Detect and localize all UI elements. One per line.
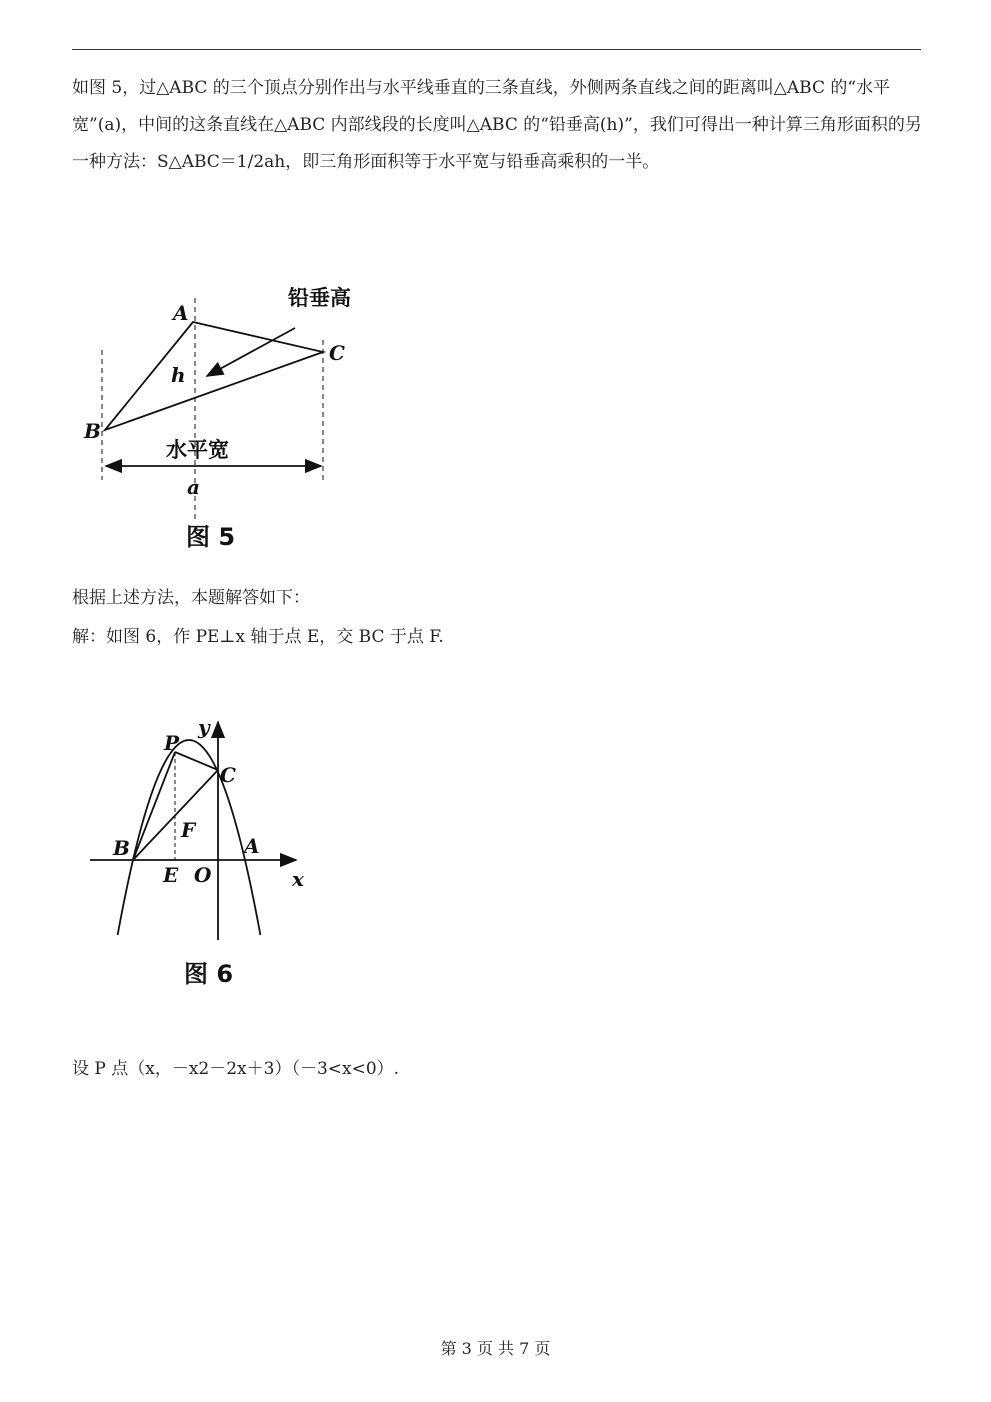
figure-5: [83, 286, 351, 551]
label-b-vertex: B: [84, 419, 101, 443]
intro-paragraph: 如图 5，过△ABC 的三个顶点分别作出与水平线垂直的三条直线，外侧两条直线之间的距离叫△ABC 的“水平宽”(a)，中间的这条直线在△ABC 内部线段的长度叫△ABC 的“铅垂高(h)”，我们可得出一种计算三角形面积的另一种方法：S△ABC＝1/2ah，即三角形面积等于水平宽与铅垂高乘积的一半。: [72, 78, 922, 172]
figure-5-caption: 图 5: [186, 523, 236, 551]
label-p: P: [164, 731, 180, 755]
page-footer: 第 3 页 共 7 页: [440, 1339, 551, 1358]
label-o: O: [194, 863, 212, 887]
method-intro: 根据上述方法，本题解答如下：: [72, 588, 310, 608]
solution-step: 解：如图 6，作 PE⊥x 轴于点 E，交 BC 于点 F.: [72, 627, 444, 647]
label-e: E: [163, 863, 179, 887]
segment-bp: [133, 752, 175, 860]
label-a-width: a: [187, 475, 200, 499]
label-y-axis: y: [198, 715, 210, 739]
label-h: h: [171, 363, 186, 387]
triangle-abc: [105, 322, 323, 430]
label-a-vertex: A: [173, 301, 189, 325]
figure-6: [90, 715, 305, 988]
label-c-vertex: C: [329, 341, 345, 365]
label-horizontal-width: 水平宽: [166, 438, 229, 462]
label-c: C: [220, 763, 236, 787]
figure-6-caption: 图 6: [184, 960, 234, 988]
label-b: B: [113, 836, 130, 860]
label-f: F: [181, 818, 196, 842]
label-vertical-height: 铅垂高: [288, 286, 351, 310]
label-a: A: [244, 834, 260, 858]
point-p-definition: 设 P 点（x，－x2－2x＋3）（－3<x<0）.: [72, 1059, 400, 1079]
label-x-axis: x: [292, 867, 304, 891]
